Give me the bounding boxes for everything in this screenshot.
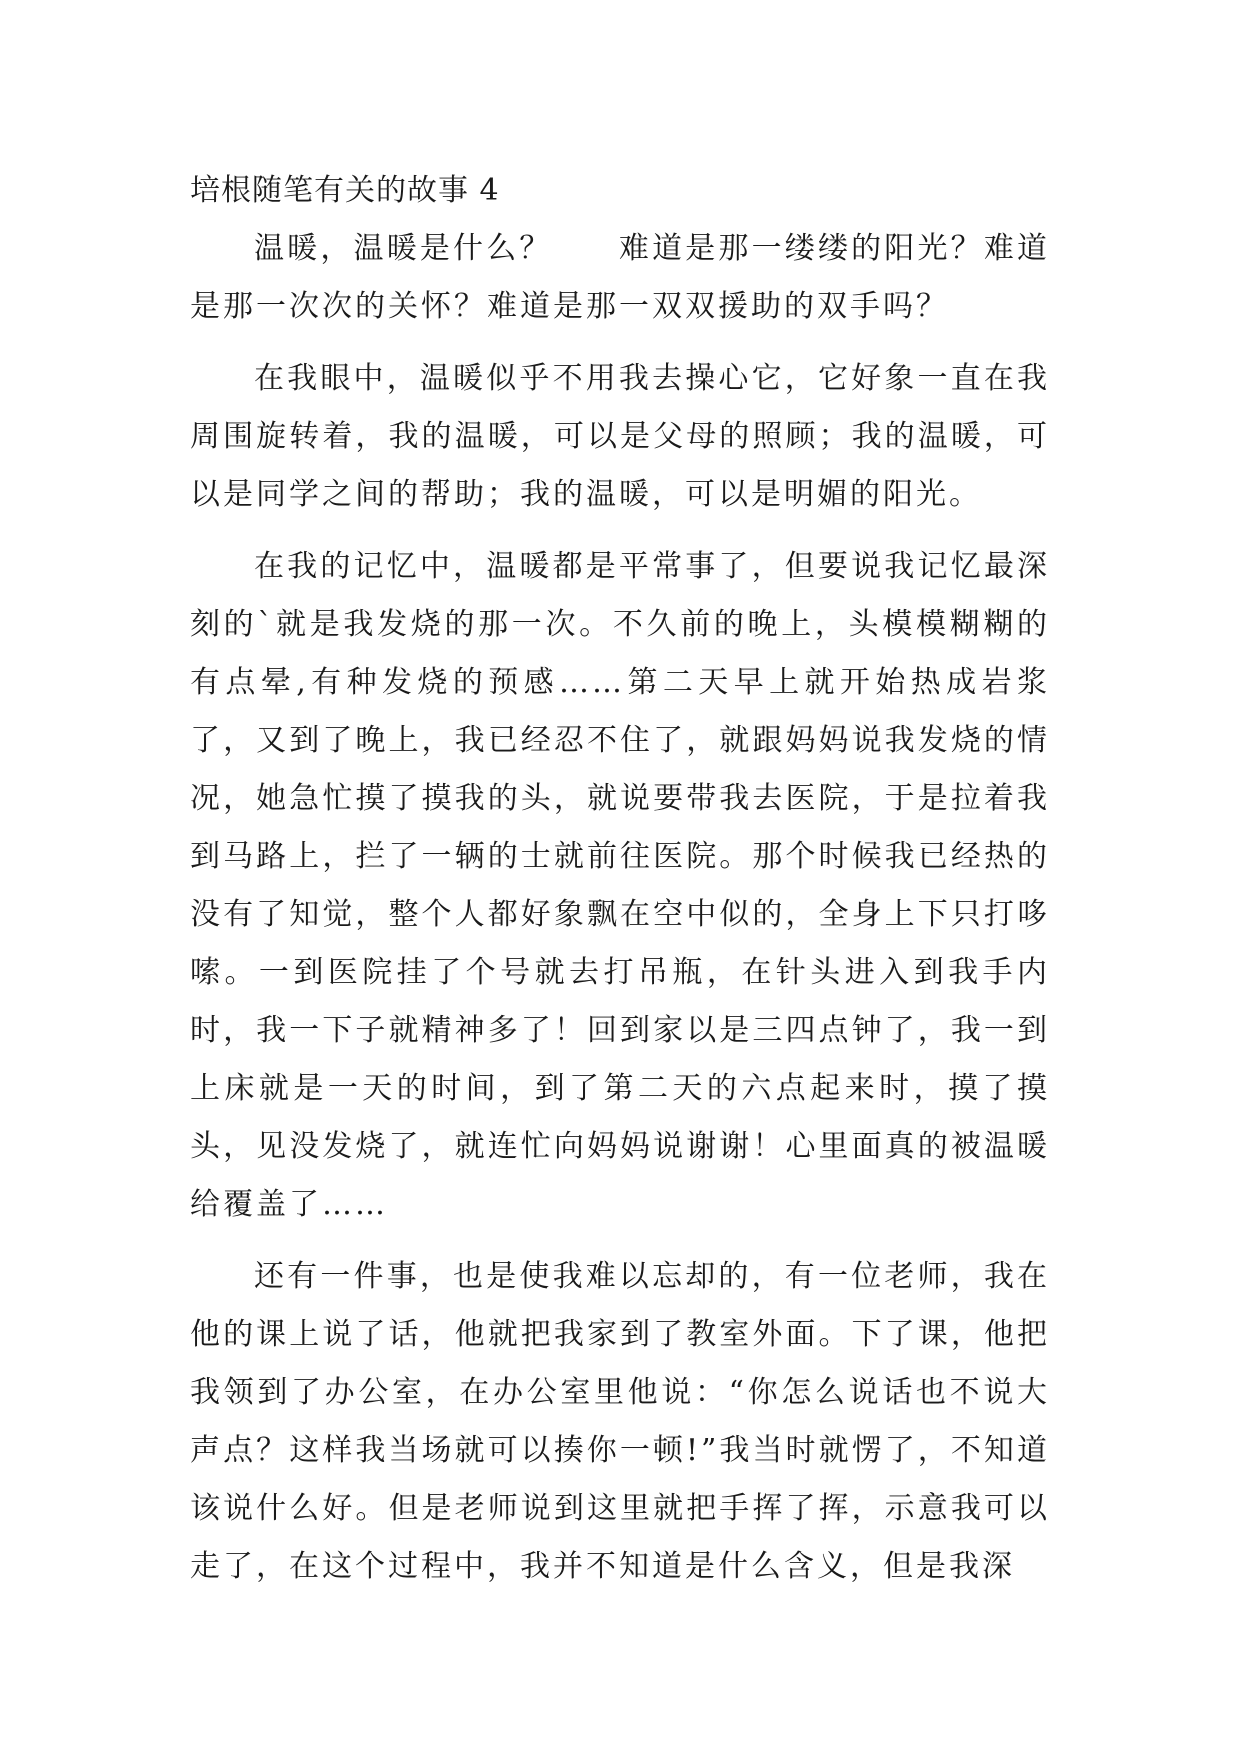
document-body [190, 162, 1050, 1610]
paragraph-1: 温暖，温暖是什么？ 难道是那一缕缕的阳光？难道是那一次次的关怀？难道是那一双双援助的双手吗？ [190, 231, 1050, 324]
paragraph-3: 在我的记忆中，温暖都是平常事了，但要说我记忆最深刻的`就是我发烧的那一次。不久前的晚上，头模模糊糊的有点晕,有种发烧的预感……第二天早上就开始热成岩浆了，又到了晚上，我已经忍不住了，就跟妈妈说我发烧的情况，她急忙摸了摸我的头，就说要带我去医院，于是拉着我到马路上，拦了一辆的士就前往医院。那个时候我已经热的没有了知觉，整个人都好象飘在空中似的，全身上下只打哆嗦。一到医院挂了个号就去打吊瓶，在针头进入到我手内时，我一下子就精神多了！回到家以是三四点钟了，我一到上床就是一天的时间，到了第二天的六点起来时，摸了摸头，见没发烧了，就连忙向妈妈说谢谢！心里面真的被温暖给覆盖了…… [190, 549, 1050, 1222]
document-title: 培根随笔有关的故事 4 [190, 173, 500, 208]
paragraph-2: 在我眼中，温暖似乎不用我去操心它，它好象一直在我周围旋转着，我的温暖，可以是父母的照顾；我的温暖，可以是同学之间的帮助；我的温暖，可以是明媚的阳光。 [190, 361, 1050, 512]
paragraph-4: 还有一件事，也是使我难以忘却的，有一位老师，我在他的课上说了话，他就把我家到了教室外面。下了课，他把我领到了办公室，在办公室里他说：“你怎么说话也不说大声点？这样我当场就可以揍你一顿!”我当时就愣了，不知道该说什么好。但是老师说到这里就把手挥了挥，示意我可以走了，在这个过程中，我并不知道是什么含义，但是我深 [190, 1259, 1050, 1584]
